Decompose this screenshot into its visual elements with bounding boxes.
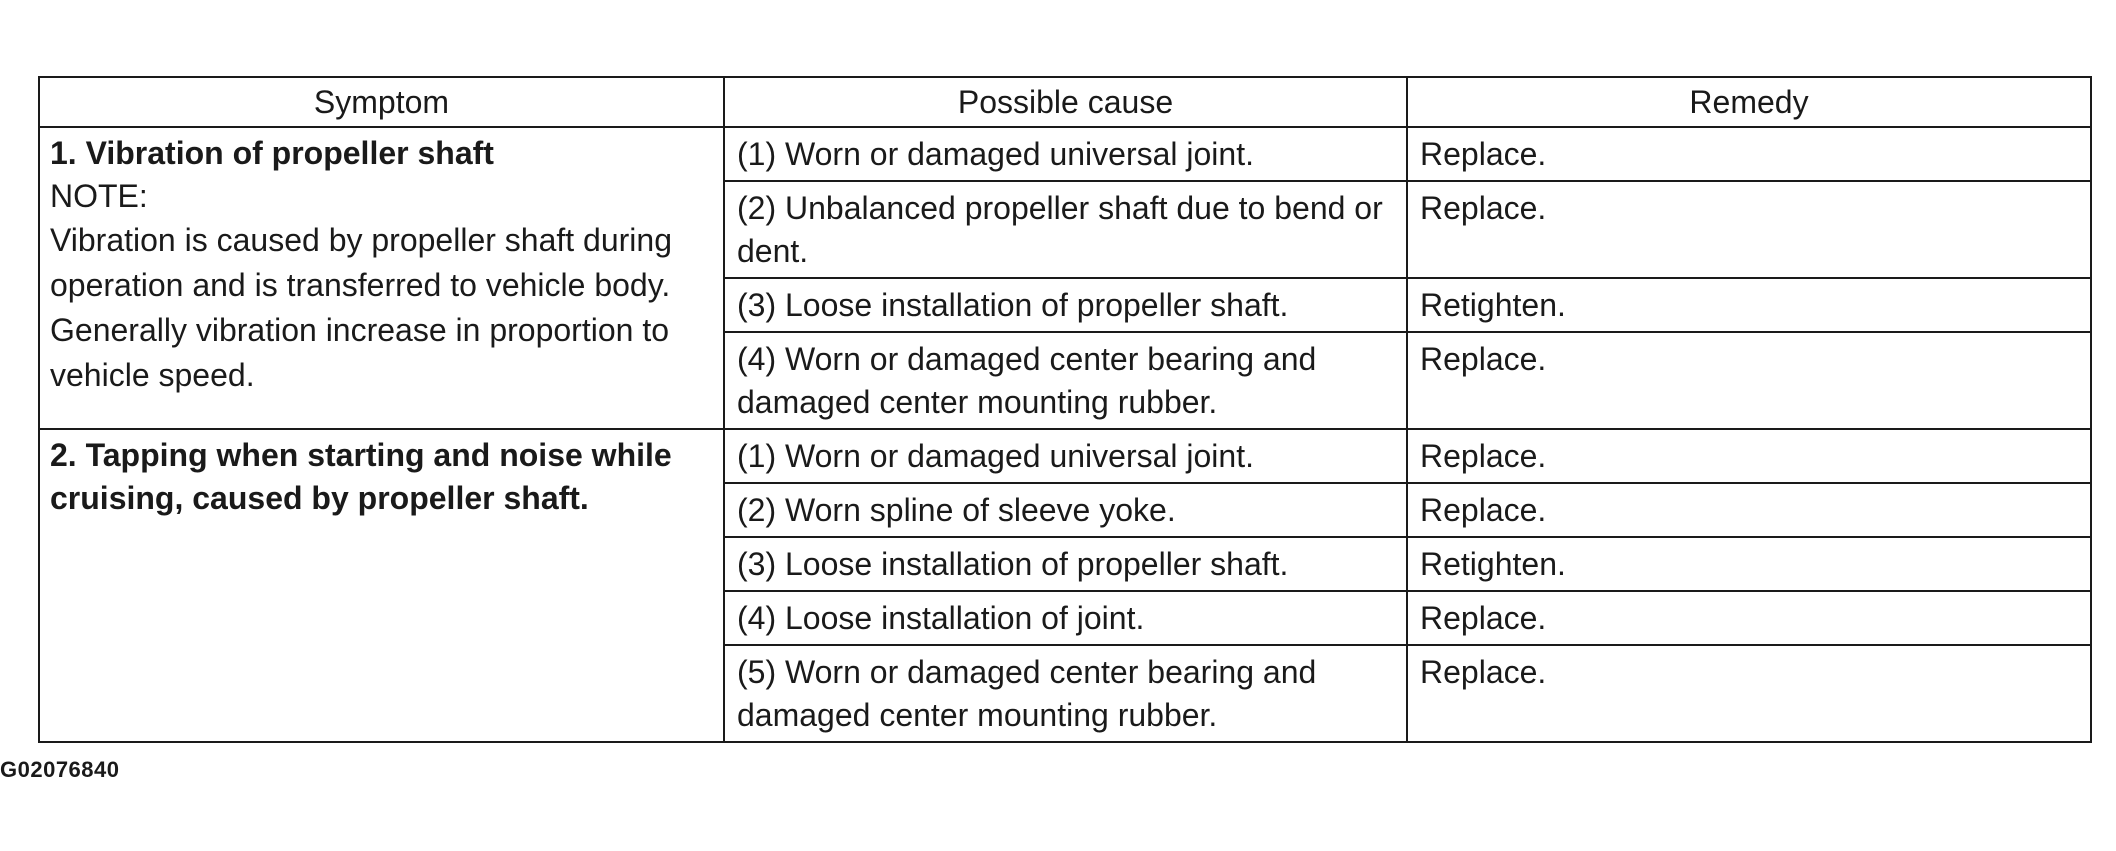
troubleshooting-table [38,76,2092,743]
figure-code: G02076840 [0,757,120,782]
cause-cell: (2) Unbalanced propeller shaft due to bend or dent. [724,181,1407,278]
symptom-cell-1 [39,127,724,429]
symptom-title: 2. Tapping when starting and noise while cruising, caused by propeller shaft. [50,437,672,516]
header-symptom: Symptom [39,77,724,127]
header-remedy: Remedy [1407,77,2091,127]
cause-cell: (2) Worn spline of sleeve yoke. [724,483,1407,537]
table-row [39,429,2091,483]
remedy-cell: Retighten. [1407,537,2091,591]
symptom-cell-2 [39,429,724,742]
table-row [39,127,2091,181]
remedy-cell: Retighten. [1407,278,2091,332]
symptom-title: 1. Vibration of propeller shaft [50,135,494,171]
cause-cell: (4) Loose installation of joint. [724,591,1407,645]
cause-cell: (1) Worn or damaged universal joint. [724,127,1407,181]
cause-cell: (1) Worn or damaged universal joint. [724,429,1407,483]
remedy-cell: Replace. [1407,429,2091,483]
note-text: Vibration is caused by propeller shaft during operation and is transferred to vehicle body. Generally vibration increase in proportion to vehicle speed. [50,222,672,393]
cause-cell: (3) Loose installation of propeller shaft. [724,537,1407,591]
header-row [39,77,2091,127]
remedy-cell: Replace. [1407,181,2091,278]
remedy-cell: Replace. [1407,127,2091,181]
cause-cell: (5) Worn or damaged center bearing and damaged center mounting rubber. [724,645,1407,742]
remedy-cell: Replace. [1407,483,2091,537]
remedy-cell: Replace. [1407,332,2091,429]
note-label: NOTE: [50,178,148,214]
cause-cell: (4) Worn or damaged center bearing and damaged center mounting rubber. [724,332,1407,429]
remedy-cell: Replace. [1407,645,2091,742]
cause-cell: (3) Loose installation of propeller shaft. [724,278,1407,332]
header-possible-cause: Possible cause [724,77,1407,127]
remedy-cell: Replace. [1407,591,2091,645]
